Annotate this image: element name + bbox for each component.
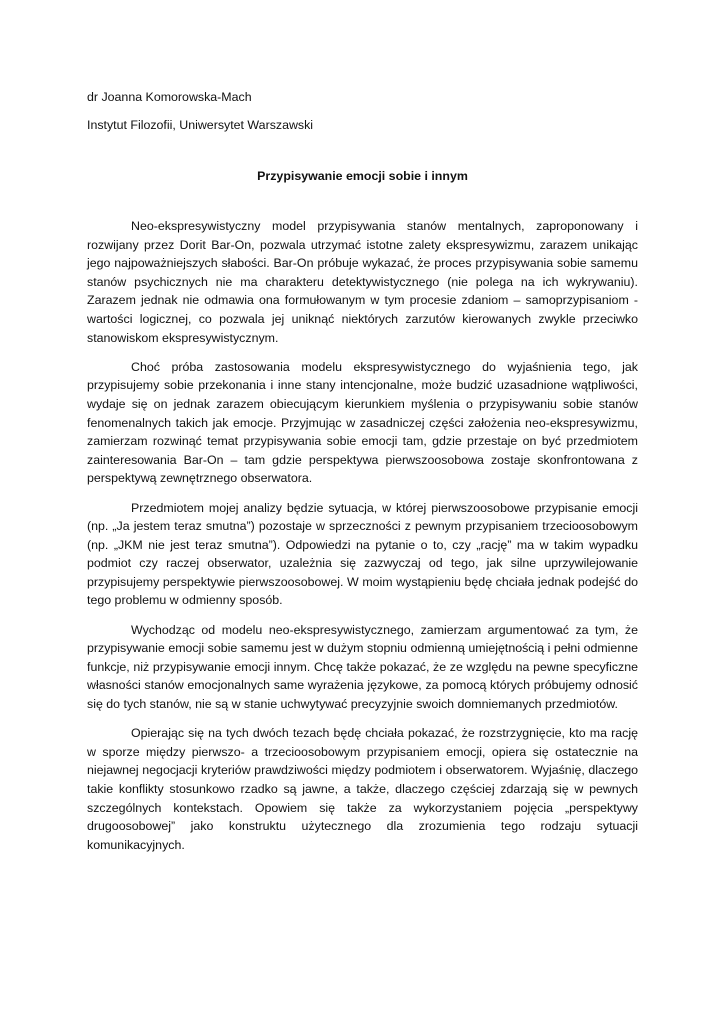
document-body: [87, 217, 638, 854]
paragraph-4: Wychodząc od modelu neo-ekspresywistycznego, zamierzam argumentować za tym, że przypisywanie emocji sobie samemu jest w dużym stopniu odmienną umiejętnością i pełni odmienne funkcje, niż przypisywanie emocji innym. Chcę także pokazać, że ze względu na pewne specyficzne własności stanów emocjonalnych same wyrażenia językowe, za pomocą których próbujemy odnosić się do tych stanów, nie są w stanie uchwytywać precyzyjnie swoich domniemanych przedmiotów.: [87, 622, 638, 712]
author-affiliation: Instytut Filozofii, Uniwersytet Warszawski: [87, 118, 314, 132]
document-page: [87, 88, 638, 865]
paragraph-1: Neo-ekspresywistyczny model przypisywania stanów mentalnych, zaproponowany i rozwijany przez Dorit Bar-On, pozwala utrzymać istotne zalety ekspresywizmu, zarazem unikając jego najpoważniejszych słabości. Bar-On próbuje wykazać, że proces przypisywania sobie samemu stanów psychicznych nie ma charakteru detektywistycznego (nie polega na ich wykrywaniu). Zarazem jednak nie odmawia ona formułowanym w tym procesie zdaniom – samoprzypisaniom - wartości logicznej, co pozwala jej uniknąć niektórych zarzutów kierowanych zwykle przeciwko stanowiskom ekspresywistycznym.: [87, 219, 638, 345]
document-title: Przypisywanie emocji sobie i innym: [257, 169, 468, 183]
author-name: dr Joanna Komorowska-Mach: [87, 90, 252, 104]
paragraph-5: Opierając się na tych dwóch tezach będę chciała pokazać, że rozstrzygnięcie, kto ma rację w sporze między pierwszo- a trzecioosobowym przypisaniem emocji, opiera się ostatecznie na niejawnej negocjacji kryteriów prawdziwości między podmiotem i obserwatorem. Wyjaśnię, dlaczego takie konflikty stosunkowo rzadko są jawne, a także, dlaczego częściej zdarzają się w pewnych szczególnych kontekstach. Opowiem się także za wykorzystaniem pojęcia „perspektywy drugoosobowej” jako konstruktu użytecznego dla zrozumienia tego rodzaju sytuacji komunikacyjnych.: [87, 726, 638, 852]
paragraph-3: Przedmiotem mojej analizy będzie sytuacja, w której pierwszoosobowe przypisanie emocji (np. „Ja jestem teraz smutna”) pozostaje w sprzeczności z pewnym przypisaniem trzecioosobowym (np. „JKM nie jest teraz smutna”). Odpowiedzi na pytanie o to, czy „rację” ma w takim wypadku podmiot czy raczej obserwator, uzależnia się zazwyczaj od tego, jak silne uprzywilejowanie przypisujemy perspektywie pierwszoosobowej. W moim wystąpieniu będę chciała jednak podejść do tego problemu w odmienny sposób.: [87, 500, 638, 608]
paragraph-2: Choć próba zastosowania modelu ekspresywistycznego do wyjaśnienia tego, jak przypisujemy sobie przekonania i inne stany intencjonalne, może budzić uzasadnione wątpliwości, wydaje się on jednak zarazem obiecującym kierunkiem myślenia o przypisywaniu sobie stanów fenomenalnych takich jak emocje. Przyjmując w zasadniczej części założenia neo-ekspresywizmu, zamierzam rozwinąć temat przypisywania sobie emocji tam, gdzie przestaje on być przedmiotem zainteresowania Bar-On – tam gdzie perspektywa pierwszoosobowa zostaje skonfrontowana z perspektywą zewnętrznego obserwatora.: [87, 359, 638, 486]
